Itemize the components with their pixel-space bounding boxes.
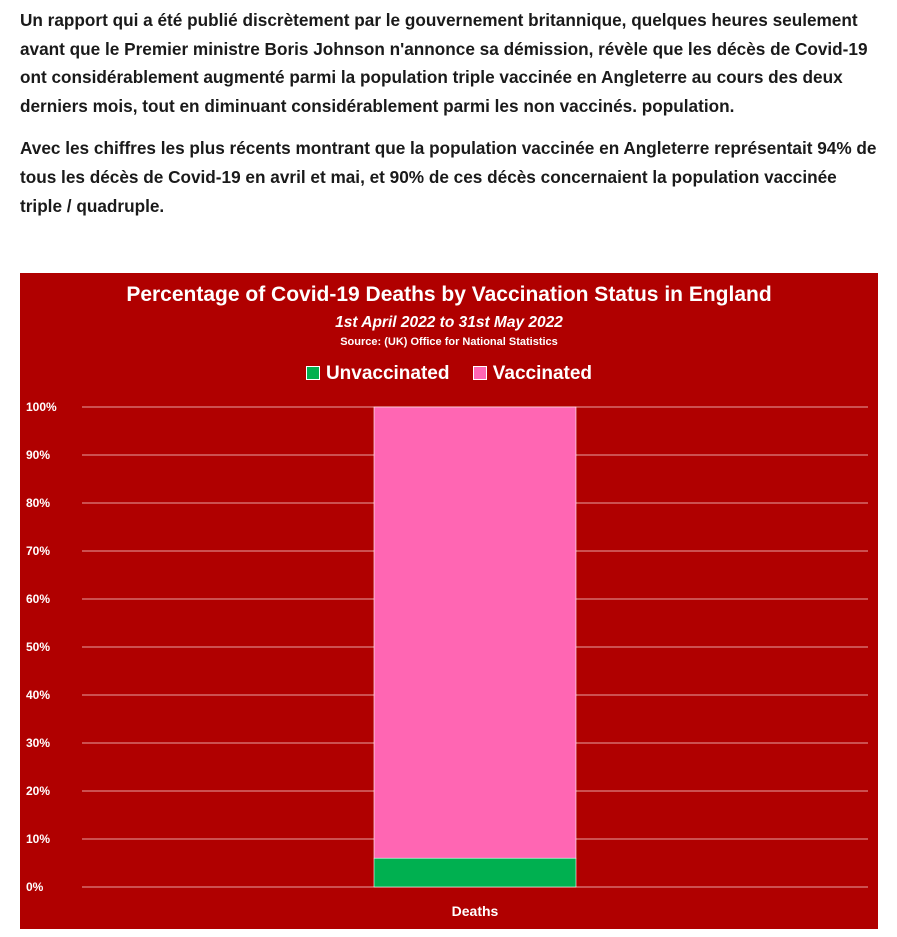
chart-legend <box>20 363 878 385</box>
y-tick-label: 0% <box>26 880 44 894</box>
y-tick-label: 90% <box>26 448 51 462</box>
legend-swatch-unvaccinated <box>306 366 320 380</box>
article-paragraph-2: Avec les chiffres les plus récents montrant que la population vaccinée en Angleterre représentait 94% de tous les décès de Covid-19 en avril et mai, et 90% de ces décès concernaient la population vaccinée triple / quadruple. <box>20 138 877 216</box>
article-paragraph-1: Un rapport qui a été publié discrètement par le gouvernement britannique, quelques heures seulement avant que le Premier ministre Boris Johnson n'annonce sa démission, révèle que les décès de Covid-19 ont considérablement augmenté parmi la population triple vaccinée en Angleterre au cours des deux derniers mois, tout en diminuant considérablement parmi les non vaccinés. population. <box>20 10 868 116</box>
bar-vaccinated <box>374 407 576 858</box>
y-tick-label: 50% <box>26 640 51 654</box>
legend-label-unvaccinated: Unvaccinated <box>325 363 450 384</box>
chart-title: Percentage of Covid-19 Deaths by Vaccination Status in England <box>126 283 772 306</box>
bar-unvaccinated <box>374 858 576 887</box>
y-tick-label: 30% <box>26 736 51 750</box>
y-tick-label: 60% <box>26 592 51 606</box>
y-tick-label: 10% <box>26 832 51 846</box>
article-text <box>20 6 880 234</box>
x-tick-label: Deaths <box>451 903 499 919</box>
legend-label-vaccinated: Vaccinated <box>492 363 593 384</box>
chart-panel <box>20 273 878 929</box>
legend-item-unvaccinated <box>306 363 450 385</box>
y-tick-label: 100% <box>26 400 57 414</box>
y-tick-label: 70% <box>26 544 51 558</box>
y-tick-label: 20% <box>26 784 51 798</box>
y-tick-label: 40% <box>26 688 51 702</box>
legend-item-vaccinated <box>473 363 592 385</box>
legend-swatch-vaccinated <box>473 366 487 380</box>
y-tick-label: 80% <box>26 496 51 510</box>
chart-source: Source: (UK) Office for National Statistics <box>340 336 558 348</box>
chart-subtitle: 1st April 2022 to 31st May 2022 <box>335 314 563 331</box>
